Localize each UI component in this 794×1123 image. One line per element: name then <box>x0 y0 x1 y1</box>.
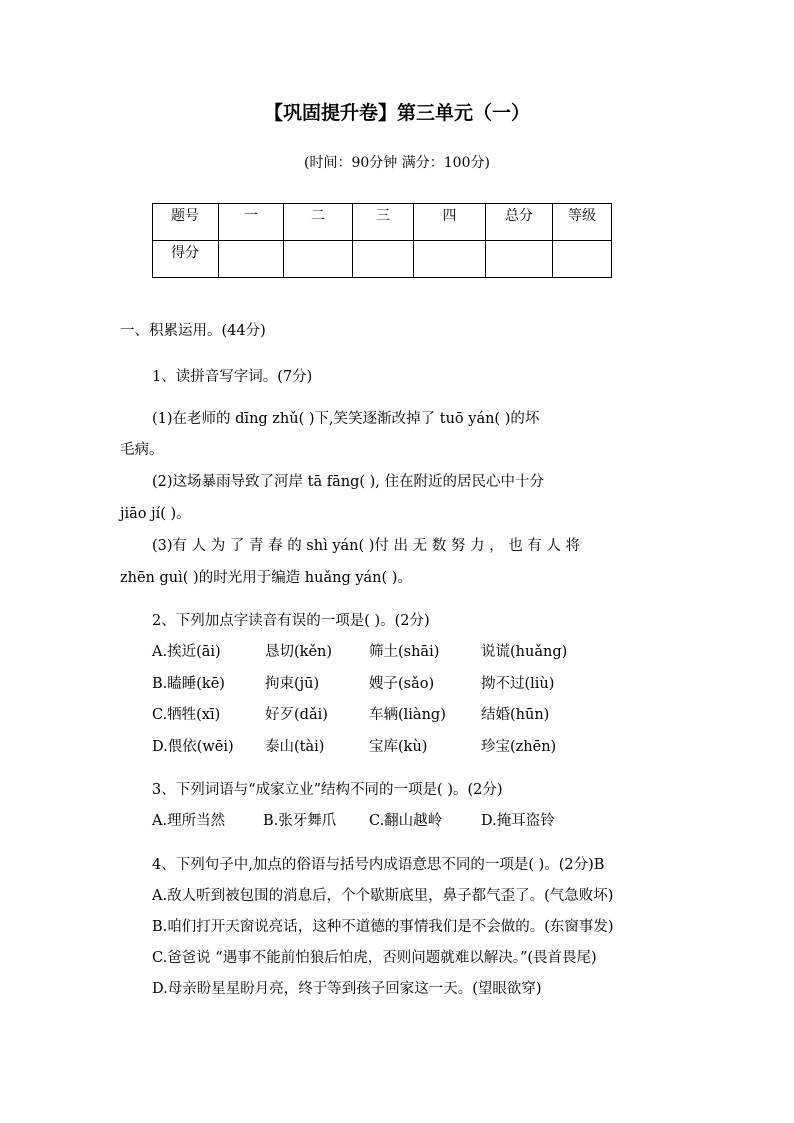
score-table-score-row <box>153 241 612 278</box>
question-heading: 2、下列加点字读音有误的一项是( )。(2分) <box>152 613 430 629</box>
score-table <box>152 203 612 278</box>
score-cell <box>486 241 553 278</box>
question-line: zhēn guì( )的时光用于编造 huǎng yán( )。 <box>120 570 412 586</box>
option-cell: A.挨近(āi) <box>152 644 221 660</box>
question-line: (1)在老师的 dīng zhǔ( )下,笑笑逐渐改掉了 tuō yán( )的坏 <box>152 411 540 427</box>
table-header-cell: 题号 <box>153 204 219 241</box>
question-heading: 3、下列词语与“成家立业”结构不同的一项是( )。(2分) <box>152 782 503 798</box>
option-cell: 筛土(shāi) <box>369 644 440 660</box>
option-line: C.爸爸说 “遇事不能前怕狼后怕虎，否则问题就难以解决。”(畏首畏尾) <box>152 950 597 966</box>
option-line: B.咱们打开天窗说亮话，这种不道德的事情我们是不会做的。(东窗事发) <box>152 919 614 935</box>
option-cell: D.偎依(wēi) <box>152 739 234 755</box>
score-cell <box>284 241 353 278</box>
option-line: D.母亲盼星星盼月亮，终于等到孩子回家这一天。(望眼欲穿) <box>152 981 542 997</box>
score-table-header-row <box>153 204 612 241</box>
option-cell: C.翻山越岭 <box>369 813 443 829</box>
option-cell: 车辆(liàng) <box>369 707 446 723</box>
option-cell: 泰山(tài) <box>265 739 325 755</box>
option-cell: 结婚(hūn) <box>481 707 550 723</box>
table-header-cell: 等级 <box>553 204 612 241</box>
score-cell <box>553 241 612 278</box>
score-cell <box>414 241 486 278</box>
option-cell: 珍宝(zhēn) <box>481 739 557 755</box>
table-header-cell: 三 <box>353 204 414 241</box>
score-cell <box>219 241 284 278</box>
score-cell <box>353 241 414 278</box>
table-header-cell: 二 <box>284 204 353 241</box>
question-line: 毛病。 <box>120 442 164 458</box>
option-cell: D.掩耳盗铃 <box>481 813 555 829</box>
option-cell: B.瞌睡(kē) <box>152 676 225 692</box>
option-line: A.敌人听到被包围的消息后，个个歇斯底里，鼻子都气歪了。(气急败坏) <box>152 888 614 904</box>
table-header-cell: 总分 <box>486 204 553 241</box>
option-cell: B.张牙舞爪 <box>263 813 337 829</box>
option-cell: 宝库(kù) <box>369 739 428 755</box>
option-cell: 说谎(huǎng) <box>481 644 568 660</box>
exam-info: (时间：90分钟 满分：100分) <box>304 155 490 171</box>
page-title: 【巩固提升卷】第三单元（一） <box>263 102 530 124</box>
section-heading: 一、积累运用。(44分) <box>120 323 266 339</box>
option-cell: 拗不过(liù) <box>481 676 555 692</box>
question-line: (3)有 人 为 了 青 春 的 shì yán( )付 出 无 数 努 力 ， 也 有 人 将 <box>152 538 581 554</box>
question-heading: 1、读拼音写字词。(7分) <box>152 369 313 385</box>
question-line: (2)这场暴雨导致了河岸 tā fāng( ), 住在附近的居民心中十分 <box>152 474 545 490</box>
option-cell: C.牺牲(xī) <box>152 707 221 723</box>
option-cell: 恳切(kěn) <box>265 644 333 660</box>
table-header-cell: 四 <box>414 204 486 241</box>
question-line: jiāo jí( )。 <box>120 506 191 522</box>
table-row-label: 得分 <box>153 241 219 278</box>
option-cell: A.理所当然 <box>152 813 226 829</box>
question-heading: 4、下列句子中,加点的俗语与括号内成语意思不同的一项是( )。(2分)B <box>152 857 605 873</box>
option-cell: 嫂子(sǎo) <box>369 676 435 692</box>
table-header-cell: 一 <box>219 204 284 241</box>
option-cell: 拘束(jū) <box>265 676 320 692</box>
option-cell: 好歹(dǎi) <box>265 707 328 723</box>
